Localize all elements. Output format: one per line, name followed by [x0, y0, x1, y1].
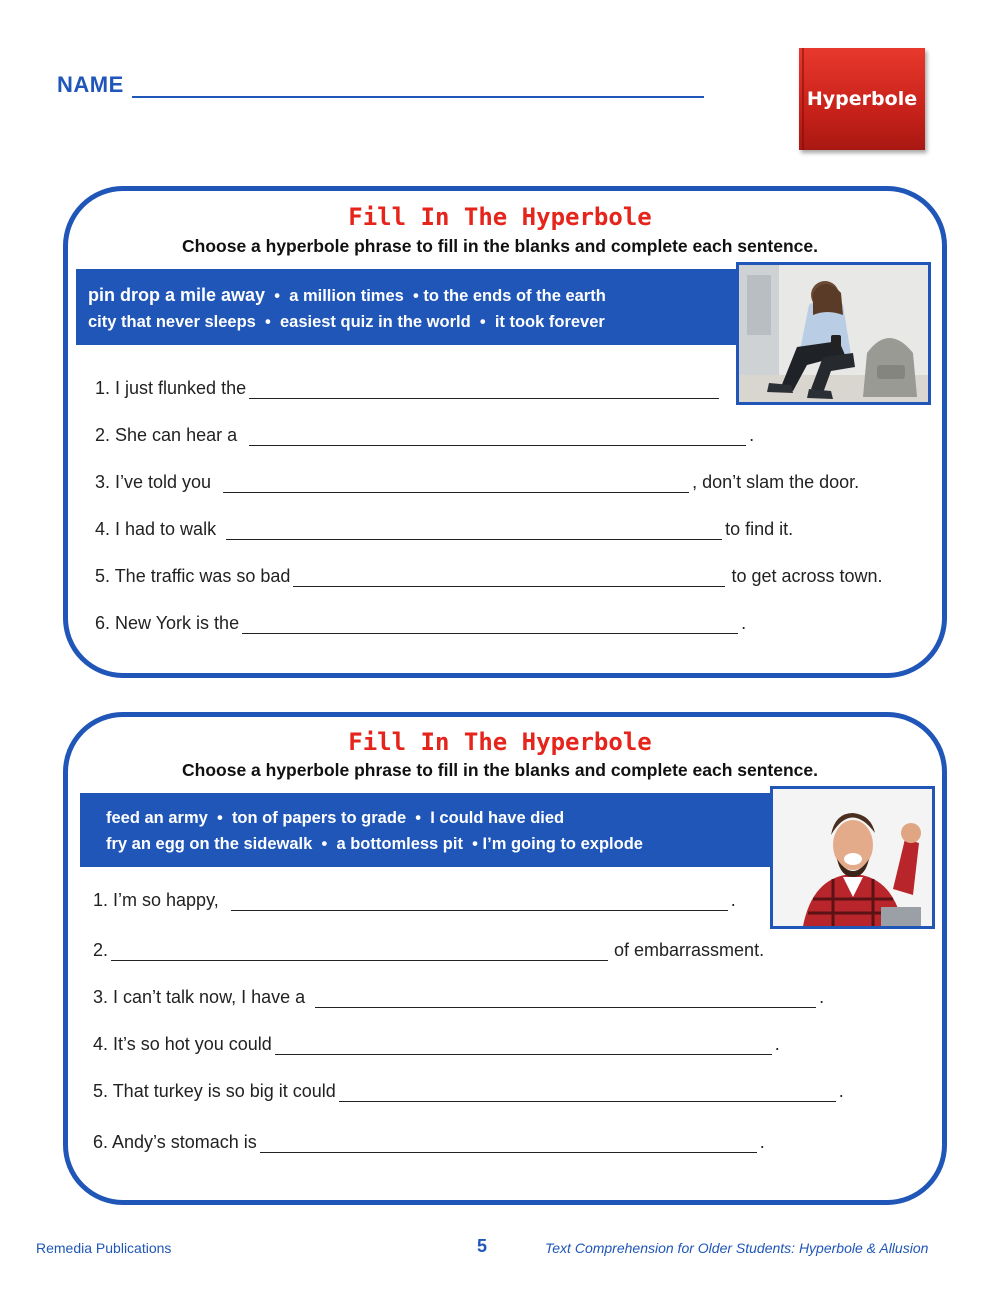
answer-blank[interactable]	[260, 1134, 757, 1153]
answer-blank[interactable]	[275, 1036, 772, 1055]
hyperbole-badge	[799, 48, 925, 150]
word-bank-1	[76, 269, 742, 345]
question-2-2: 2. of embarrassment.	[93, 940, 765, 960]
phrase: to the ends of the earth	[423, 287, 606, 305]
word-bank-2-line-1: feed an army • ton of papers to grade • I could have died	[106, 809, 565, 827]
word-bank-2-line-2: fry an egg on the sidewalk • a bottomless pit • I’m going to explode	[106, 835, 643, 853]
question-1-4: 4. I had to walk to find it.	[95, 519, 794, 539]
phrase: I’m going to explode	[482, 835, 643, 853]
panel-2-title: Fill In The Hyperbole	[348, 728, 652, 756]
phrase: pin drop a mile away	[88, 285, 266, 305]
word-bank-1-line-2: city that never sleeps • easiest quiz in the world • it took forever	[88, 313, 605, 331]
question-1-3: 3. I’ve told you , don’t slam the door.	[95, 472, 860, 492]
name-label: NAME	[57, 72, 124, 97]
question-2-3: 3. I can’t talk now, I have a .	[93, 987, 825, 1007]
question-1-2: 2. She can hear a .	[95, 425, 755, 445]
footer-book-title: Text Comprehension for Older Students: Hyperbole & Allusion	[545, 1240, 929, 1256]
badge-label: Hyperbole	[806, 88, 918, 110]
answer-blank[interactable]	[315, 989, 816, 1008]
page-number: 5	[477, 1236, 488, 1256]
answer-blank[interactable]	[226, 521, 722, 540]
answer-blank[interactable]	[293, 568, 725, 587]
sad-student-illustration	[739, 265, 928, 402]
question-2-1: 1. I’m so happy, .	[93, 890, 736, 910]
sad-student-photo	[736, 262, 931, 405]
excited-man-photo	[770, 786, 935, 929]
word-bank-1-line-1: pin drop a mile away • a million times • to the ends of the earth	[88, 285, 606, 305]
question-2-6: 6. Andy’s stomach is .	[93, 1132, 765, 1152]
phrase: I could have died	[430, 809, 565, 827]
panel-2-subtitle: Choose a hyperbole phrase to fill in the blanks and complete each sentence.	[182, 760, 818, 780]
phrase: a million times	[289, 287, 404, 305]
name-field[interactable]	[132, 74, 704, 98]
phrase: ton of papers to grade	[231, 809, 407, 827]
question-1-6: 6. New York is the .	[95, 613, 747, 633]
phrase: it took forever	[494, 313, 605, 331]
question-2-5: 5. That turkey is so big it could .	[93, 1081, 844, 1101]
phrase: easiest quiz in the world	[279, 313, 471, 331]
excited-man-illustration	[773, 789, 932, 926]
phrase: a bottomless pit	[336, 835, 463, 853]
panel-1-title: Fill In The Hyperbole	[348, 203, 652, 231]
word-bank-2	[80, 793, 776, 867]
answer-blank[interactable]	[242, 615, 738, 634]
footer-publisher: Remedia Publications	[36, 1240, 172, 1256]
answer-blank[interactable]	[339, 1083, 836, 1102]
phrase: feed an army	[106, 809, 208, 827]
name-row	[57, 72, 704, 98]
panel-1-subtitle: Choose a hyperbole phrase to fill in the blanks and complete each sentence.	[182, 236, 818, 256]
question-1-5: 5. The traffic was so bad to get across town.	[95, 566, 883, 586]
answer-blank[interactable]	[231, 892, 728, 911]
question-2-4: 4. It’s so hot you could .	[93, 1034, 780, 1054]
answer-blank[interactable]	[249, 427, 746, 446]
answer-blank[interactable]	[249, 380, 719, 399]
answer-blank[interactable]	[223, 474, 689, 493]
phrase: fry an egg on the sidewalk	[106, 835, 313, 853]
phrase: city that never sleeps	[88, 313, 256, 331]
question-1-1: 1. I just flunked the	[95, 378, 722, 399]
answer-blank[interactable]	[111, 942, 608, 961]
